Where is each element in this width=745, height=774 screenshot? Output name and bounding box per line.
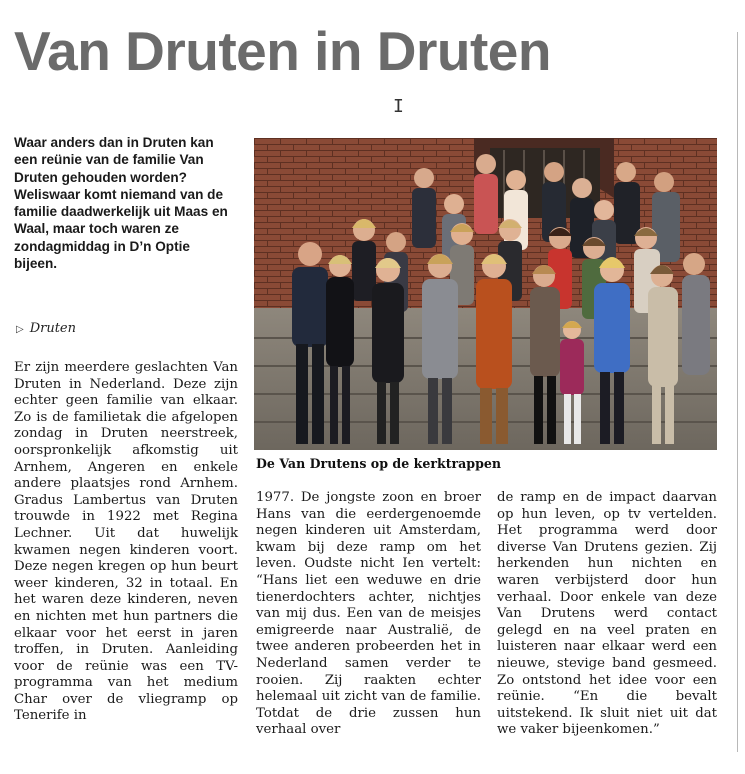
dateline	[16, 321, 76, 336]
body-column-1: Er zijn meerdere geslachten Van Druten in Nederland. Deze zijn echter geen familie van elkaar. Zo is de familietak die afgelopen zondag in Druten neerstreek, oorspronkelijk afkomstig uit Arnhem, Angeren en enkele andere plaatsjes rond Arnhem. Gradus Lambertus van Druten trouwde in 1922 met Regina Lechner. Uit dat huwelijk kwamen negen kinderen voort. Deze negen kregen op hun beurt weer kinderen, 32 in totaal. En het waren deze kinderen, neven en nichten met hun partners die elkaar voor het eerst in jaren troffen, in Druten. Aanleiding voor de reünie was een TV-programma van het medium Char over de vliegramp op Tenerife in	[14, 360, 238, 724]
triangle-icon: ▷	[16, 324, 24, 335]
intro-paragraph: Waar anders dan in Druten kan een reünie van de familie Van Druten gehouden worden? Weliswaar komt niemand van de familie daadwerkelijk uit Maas en Waal, maar toch waren ze zondagmiddag in D’n Optie bijeen.	[14, 135, 228, 272]
text-cursor-icon: I	[393, 96, 404, 117]
column-divider	[737, 32, 738, 752]
dateline-text: Druten	[29, 321, 77, 336]
photo-caption: De Van Drutens op de kerktrappen	[256, 456, 502, 471]
group-photo	[254, 138, 717, 450]
body-column-2: 1977. De jongste zoon en broer Hans van die eerdergenoemde negen kinderen uit Amsterdam, kwam bij deze ramp om het leven. Oudste nicht Ien vertelt: “Hans liet een weduwe en drie tienerdochters achter, nichtjes van mij dus. Een van de meisjes emigreerde naar Australië, de twee anderen probeerden het in Nederland samen verder te rooien. Zij raakten echter helemaal uit zicht van de familie. Totdat de drie zussen hun verhaal over	[256, 490, 481, 738]
body-column-3: de ramp en de impact daarvan op hun leven, op tv vertelden. Het programma werd door diverse Van Drutens gezien. Zij herkenden hun nichten en waren verbijsterd door hun verhaal. Door enkele van deze Van Drutens werd contact gelegd en na veel praten en luisteren naar elkaar werd een nieuwe, stevige band gesmeed. Zo ontstond het idee voor een reünie. “En die bevalt uitstekend. Ik sluit niet uit dat we vaker bijeenkomen.”	[497, 490, 717, 738]
headline: Van Druten in Druten	[14, 20, 551, 82]
